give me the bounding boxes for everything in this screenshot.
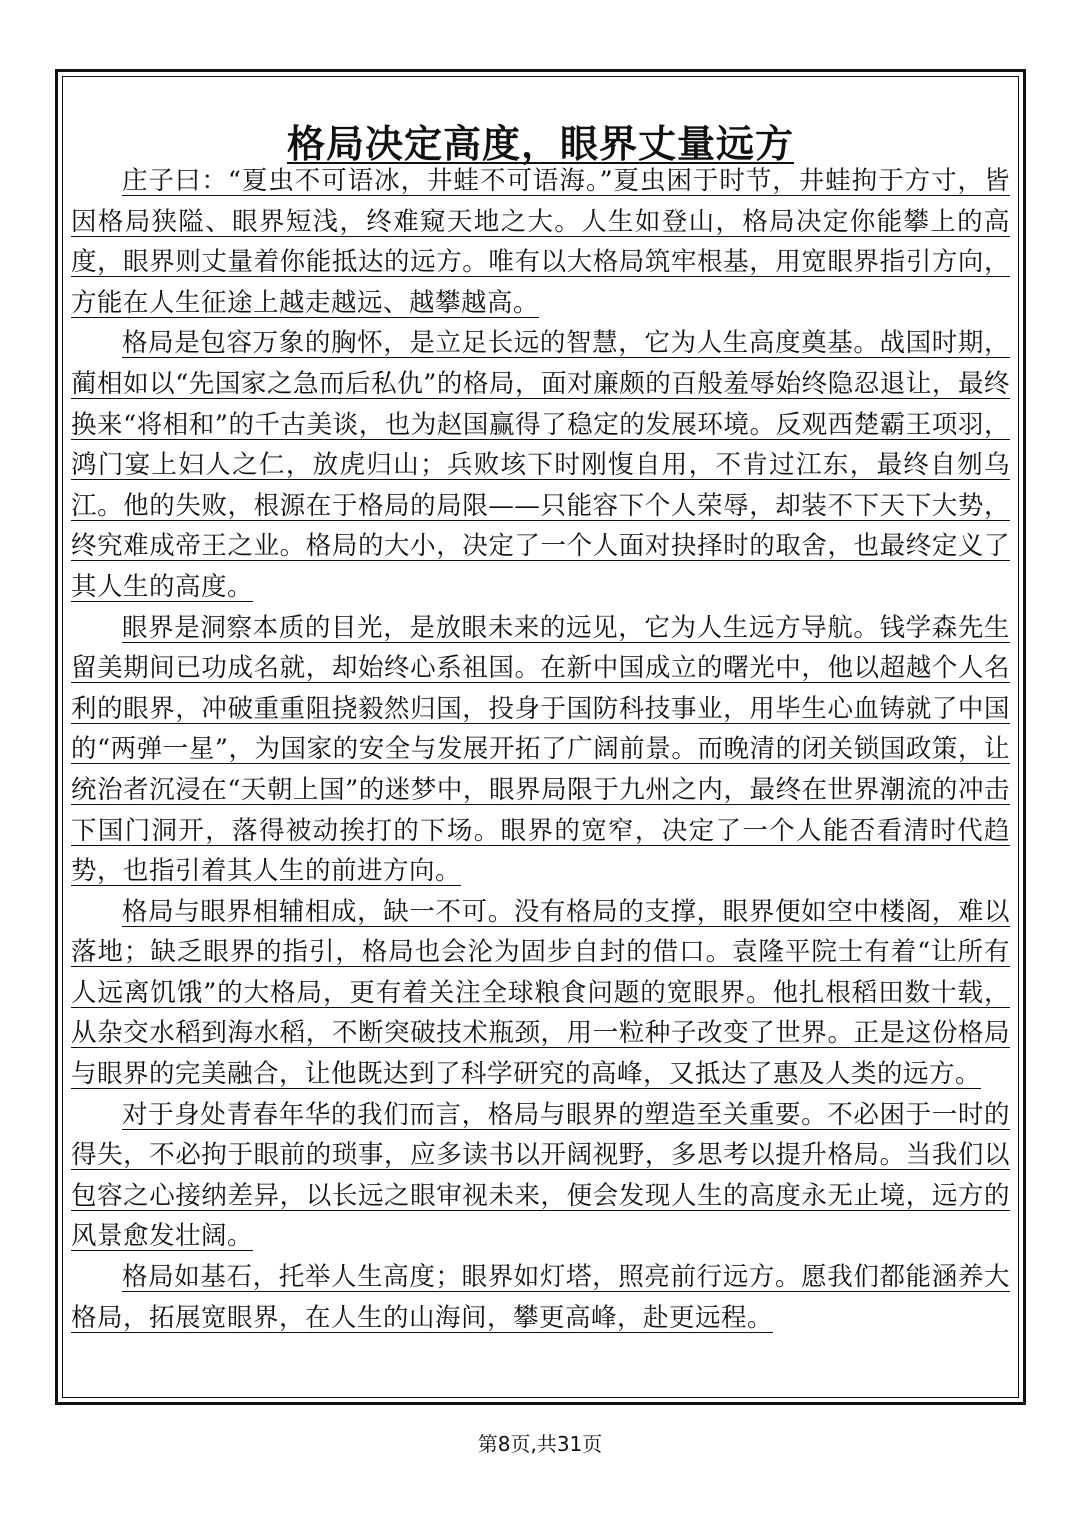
page-number: 第8页,共31页 — [477, 1432, 603, 1456]
paragraph-6-text: 格局如基石，托举人生高度；眼界如灯塔，照亮前行远方。愿我们都能涵养大格局，拓展宽眼界，在人生的山海间，攀更高峰，赴更远程。 — [71, 1262, 1010, 1333]
essay-title-text: 格局决定高度，眼界丈量远方 — [286, 122, 794, 167]
essay-frame-inner-border — [62, 76, 1019, 1398]
paragraph-1 — [71, 161, 1010, 323]
paragraph-6 — [71, 1257, 1010, 1338]
paragraph-5-text: 对于身处青春年华的我们而言，格局与眼界的塑造至关重要。不必困于一时的得失，不必拘于眼前的琐事，应多读书以开阔视野，多思考以提升格局。当我们以包容之心接纳差异，以长远之眼审视未来，便会发现人生的高度永无止境，远方的风景愈发壮阔。 — [71, 1099, 1010, 1252]
paragraph-1-text: 庄子曰：“夏虫不可语冰，井蛙不可语海。”夏虫困于时节，井蛙拘于方寸，皆因格局狭隘、眼界短浅，终难窥天地之大。人生如登山，格局决定你能攀上的高度，眼界则丈量着你能抵达的远方。唯有以大格局筑牢根基，用宽眼界指引方向，方能在人生征途上越走越远、越攀越高。 — [71, 166, 1010, 318]
essay-frame — [55, 69, 1026, 1405]
paragraph-5 — [71, 1095, 1010, 1257]
essay-body — [71, 161, 1010, 1338]
paragraph-3 — [71, 608, 1010, 892]
paragraph-4 — [71, 892, 1010, 1095]
paragraph-3-text: 眼界是洞察本质的目光，是放眼未来的远见，它为人生远方导航。钱学森先生留美期间已功成名就，却始终心系祖国。在新中国成立的曙光中，他以超越个人名利的眼界，冲破重重阻挠毅然归国，投身于国防科技事业，用毕生心血铸就了中国的“两弹一星”，为国家的安全与发展开拓了广阔前景。而晚清的闭关锁国政策，让统治者沉浸在“天朝上国”的迷梦中，眼界局限于九州之内，最终在世界潮流的冲击下国门洞开，落得被动挨打的下场。眼界的宽窄，决定了一个人能否看清时代趋势，也指引着其人生的前进方向。 — [71, 612, 1010, 887]
paragraph-2 — [71, 323, 1010, 607]
paragraph-2-text: 格局是包容万象的胸怀，是立足长远的智慧，它为人生高度奠基。战国时期，蔺相如以“先国家之急而后私仇”的格局，面对廉颇的百般羞辱始终隐忍退让，最终换来“将相和”的千古美谈，也为赵国赢得了稳定的发展环境。反观西楚霸王项羽，鸿门宴上妇人之仁，放虎归山；兵败垓下时刚愎自用，不肯过江东，最终自刎乌江。他的失败，根源在于格局的局限——只能容下个人荣辱，却装不下天下大势，终究难成帝王之业。格局的大小，决定了一个人面对抉择时的取舍，也最终定义了其人生的高度。 — [71, 328, 1010, 602]
paragraph-4-text: 格局与眼界相辅相成，缺一不可。没有格局的支撑，眼界便如空中楼阁，难以落地；缺乏眼界的指引，格局也会沦为固步自封的借口。袁隆平院士有着“让所有人远离饥饿”的大格局，更有着关注全球粮食问题的宽眼界。他扎根稻田数十载，从杂交水稻到海水稻，不断突破技术瓶颈，用一粒种子改变了世界。正是这份格局与眼界的完美融合，让他既达到了科学研究的高峰，又抵达了惠及人类的远方。 — [71, 896, 1010, 1090]
